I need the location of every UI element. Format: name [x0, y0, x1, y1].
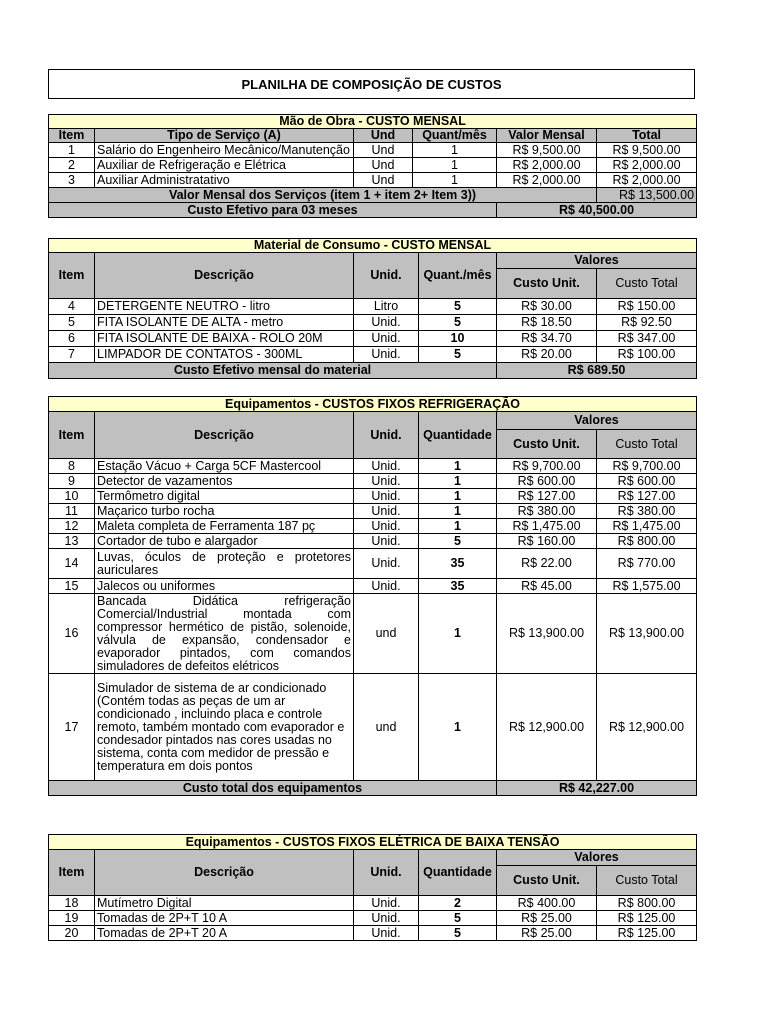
cell-desc: DETERGENTE NEUTRO - litro [95, 299, 354, 315]
cell-und: Unid. [354, 579, 419, 594]
cell-total: R$ 9,700.00 [597, 459, 697, 474]
col-unid: Unid. [354, 412, 419, 459]
cell-unit: R$ 25.00 [497, 911, 597, 926]
cell-qty: 5 [419, 315, 497, 331]
cell-qty: 1 [419, 504, 497, 519]
labor-effective-label: Custo Efetivo para 03 meses [49, 203, 497, 218]
cell-qty: 5 [419, 534, 497, 549]
cell-item: 1 [49, 143, 95, 158]
cell-desc: Bancada Didática refrigeração Comercial/Industrial montada com compressor hermético de pistão, solenoide, válvula de expansão, condensador e evaporador pintados, com comandos simuladores de defeitos elétricos [95, 594, 354, 674]
cell-desc: Tomadas de 2P+T 10 A [95, 911, 354, 926]
cell-qty: 10 [419, 331, 497, 347]
cell-item: 10 [49, 489, 95, 504]
table-row [49, 143, 697, 158]
cell-desc: Tomadas de 2P+T 20 A [95, 926, 354, 941]
table-row [49, 594, 697, 674]
cell-und: Und [354, 143, 413, 158]
cell-unit: R$ 18.50 [497, 315, 597, 331]
col-und: Und [354, 129, 413, 143]
col-description: Descrição [95, 850, 354, 896]
cell-qty: 5 [419, 926, 497, 941]
electric-header: Equipamentos - CUSTOS FIXOS ELÉTRICA DE BAIXA TENSÃO [49, 835, 697, 850]
cell-item: 17 [49, 674, 95, 781]
cell-item: 7 [49, 347, 95, 363]
table-row [49, 911, 697, 926]
cell-qty: 35 [419, 579, 497, 594]
cell-unit: R$ 380.00 [497, 504, 597, 519]
cell-unit: R$ 13,900.00 [497, 594, 597, 674]
cell-und: Litro [354, 299, 419, 315]
table-row [49, 504, 697, 519]
material-sum-label: Custo Efetivo mensal do material [49, 363, 497, 379]
cell-desc: Luvas, óculos de proteção e protetores auriculares [95, 549, 354, 579]
cell-total: R$ 800.00 [597, 896, 697, 911]
col-unit-cost: Custo Unit. [497, 430, 597, 459]
table-row [49, 926, 697, 941]
cell-qty: 5 [419, 299, 497, 315]
cell-unit: R$ 34.70 [497, 331, 597, 347]
col-values: Valores [497, 253, 697, 269]
col-monthly-value: Valor Mensal [497, 129, 597, 143]
cell-unit: R$ 9,700.00 [497, 459, 597, 474]
cell-unit: R$ 12,900.00 [497, 674, 597, 781]
cell-unit: R$ 2,000.00 [497, 158, 597, 173]
col-item: Item [49, 412, 95, 459]
cell-und: Unid. [354, 911, 419, 926]
col-service-type: Tipo de Serviço (A) [95, 129, 354, 143]
cell-unit: R$ 400.00 [497, 896, 597, 911]
cell-desc: Auxiliar de Refrigeração e Elétrica [95, 158, 354, 173]
col-description: Descrição [95, 253, 354, 299]
cell-total: R$ 2,000.00 [597, 158, 697, 173]
cell-desc: Jalecos ou uniformes [95, 579, 354, 594]
cell-item: 13 [49, 534, 95, 549]
labor-table [48, 114, 697, 218]
cell-item: 19 [49, 911, 95, 926]
cell-qty: 1 [413, 173, 497, 188]
cell-unit: R$ 30.00 [497, 299, 597, 315]
cell-unit: R$ 160.00 [497, 534, 597, 549]
table-row [49, 173, 697, 188]
col-qty: Quantidade [419, 850, 497, 896]
table-row [49, 896, 697, 911]
cell-total: R$ 9,500.00 [597, 143, 697, 158]
cell-und: Unid. [354, 534, 419, 549]
cell-unit: R$ 25.00 [497, 926, 597, 941]
table-row [49, 331, 697, 347]
col-unit-cost: Custo Unit. [497, 866, 597, 896]
labor-sum-value: R$ 13,500.00 [597, 188, 697, 203]
cell-unit: R$ 1,475.00 [497, 519, 597, 534]
page-title: PLANILHA DE COMPOSIÇÃO DE CUSTOS [241, 76, 502, 92]
cell-item: 12 [49, 519, 95, 534]
cell-item: 18 [49, 896, 95, 911]
table-row [49, 459, 697, 474]
cell-total: R$ 600.00 [597, 474, 697, 489]
refrig-header: Equipamentos - CUSTOS FIXOS REFRIGERAÇÃO [49, 397, 697, 412]
col-qty: Quant./mês [419, 253, 497, 299]
cell-desc: FITA ISOLANTE DE BAIXA - ROLO 20M [95, 331, 354, 347]
cell-und: und [354, 594, 419, 674]
cell-total: R$ 125.00 [597, 926, 697, 941]
col-unid: Unid. [354, 850, 419, 896]
cell-item: 20 [49, 926, 95, 941]
cell-total: R$ 13,900.00 [597, 594, 697, 674]
cell-qty: 1 [419, 594, 497, 674]
col-unid: Unid. [354, 253, 419, 299]
col-qty: Quantidade [419, 412, 497, 459]
cell-item: 16 [49, 594, 95, 674]
cell-qty: 5 [419, 347, 497, 363]
table-row [49, 534, 697, 549]
cell-qty: 2 [419, 896, 497, 911]
refrig-sum-label: Custo total dos equipamentos [49, 781, 497, 796]
table-row [49, 519, 697, 534]
cell-und: Unid. [354, 519, 419, 534]
table-row [49, 579, 697, 594]
cell-total: R$ 770.00 [597, 549, 697, 579]
table-row [49, 158, 697, 173]
cell-item: 2 [49, 158, 95, 173]
labor-effective-value: R$ 40,500.00 [497, 203, 697, 218]
cell-qty: 1 [413, 143, 497, 158]
col-values: Valores [497, 850, 697, 866]
cell-und: Unid. [354, 347, 419, 363]
cell-und: und [354, 674, 419, 781]
cell-und: Unid. [354, 459, 419, 474]
cell-und: Unid. [354, 489, 419, 504]
table-row [49, 549, 697, 579]
cell-desc: Termômetro digital [95, 489, 354, 504]
cell-und: Unid. [354, 896, 419, 911]
cell-qty: 1 [419, 474, 497, 489]
cell-und: Unid. [354, 331, 419, 347]
cell-total: R$ 127.00 [597, 489, 697, 504]
cell-desc: Detector de vazamentos [95, 474, 354, 489]
cell-qty: 5 [419, 911, 497, 926]
cell-desc: LIMPADOR DE CONTATOS - 300ML [95, 347, 354, 363]
table-row [49, 674, 697, 781]
cell-item: 11 [49, 504, 95, 519]
cell-item: 15 [49, 579, 95, 594]
cell-qty: 1 [413, 158, 497, 173]
cell-desc: Mutímetro Digital [95, 896, 354, 911]
table-row [49, 315, 697, 331]
cell-desc: Estação Vácuo + Carga 5CF Mastercool [95, 459, 354, 474]
col-item: Item [49, 129, 95, 143]
cell-total: R$ 100.00 [597, 347, 697, 363]
page-title-box [48, 69, 695, 99]
cell-desc: Auxiliar Administratativo [95, 173, 354, 188]
cell-desc: Maçarico turbo rocha [95, 504, 354, 519]
cell-item: 5 [49, 315, 95, 331]
col-values: Valores [497, 412, 697, 430]
refrig-sum-value: R$ 42,227.00 [497, 781, 697, 796]
cell-total: R$ 1,475.00 [597, 519, 697, 534]
material-header: Material de Consumo - CUSTO MENSAL [49, 239, 697, 253]
cell-und: Unid. [354, 926, 419, 941]
table-row [49, 489, 697, 504]
cell-total: R$ 125.00 [597, 911, 697, 926]
cell-item: 6 [49, 331, 95, 347]
col-total: Total [597, 129, 697, 143]
cell-total: R$ 150.00 [597, 299, 697, 315]
cell-total: R$ 347.00 [597, 331, 697, 347]
labor-sum-label: Valor Mensal dos Serviços (item 1 + item 2+ Item 3)) [49, 188, 597, 203]
cell-desc: Salário do Engenheiro Mecânico/Manutenção [95, 143, 354, 158]
material-table [48, 238, 697, 379]
cell-total: R$ 2,000.00 [597, 173, 697, 188]
cell-qty: 1 [419, 459, 497, 474]
cell-qty: 1 [419, 489, 497, 504]
cell-desc: Simulador de sistema de ar condicionado (Contém todas as peças de um ar condicionado , incluindo placa e controle remoto, também montado com evaporador e condesador pintados nas cores usadas no sistema, conta com medidor de pressão e temperatura em dois pontos [95, 674, 354, 781]
cell-item: 9 [49, 474, 95, 489]
cell-item: 8 [49, 459, 95, 474]
material-sum-value: R$ 689.50 [497, 363, 697, 379]
cell-qty: 1 [419, 519, 497, 534]
cell-unit: R$ 127.00 [497, 489, 597, 504]
col-item: Item [49, 253, 95, 299]
electric-table [48, 834, 697, 941]
cell-und: Unid. [354, 504, 419, 519]
col-description: Descrição [95, 412, 354, 459]
cell-und: Und [354, 158, 413, 173]
cell-unit: R$ 22.00 [497, 549, 597, 579]
cell-qty: 1 [419, 674, 497, 781]
labor-header: Mão de Obra - CUSTO MENSAL [49, 115, 697, 129]
refrig-table [48, 396, 697, 796]
col-qty: Quant/mês [413, 129, 497, 143]
table-row [49, 347, 697, 363]
cell-unit: R$ 9,500.00 [497, 143, 597, 158]
cell-item: 4 [49, 299, 95, 315]
cell-total: R$ 380.00 [597, 504, 697, 519]
col-unit-cost: Custo Unit. [497, 269, 597, 299]
cell-unit: R$ 600.00 [497, 474, 597, 489]
cell-total: R$ 800.00 [597, 534, 697, 549]
table-row [49, 299, 697, 315]
cell-total: R$ 12,900.00 [597, 674, 697, 781]
col-total-cost: Custo Total [597, 430, 697, 459]
cell-qty: 35 [419, 549, 497, 579]
cell-und: Unid. [354, 315, 419, 331]
cell-desc: FITA ISOLANTE DE ALTA - metro [95, 315, 354, 331]
cell-und: Unid. [354, 549, 419, 579]
table-row [49, 474, 697, 489]
cell-total: R$ 92.50 [597, 315, 697, 331]
col-item: Item [49, 850, 95, 896]
cell-desc: Maleta completa de Ferramenta 187 pç [95, 519, 354, 534]
col-total-cost: Custo Total [597, 866, 697, 896]
cell-unit: R$ 45.00 [497, 579, 597, 594]
cell-item: 3 [49, 173, 95, 188]
cell-desc: Cortador de tubo e alargador [95, 534, 354, 549]
cell-unit: R$ 20.00 [497, 347, 597, 363]
cell-total: R$ 1,575.00 [597, 579, 697, 594]
cell-und: Unid. [354, 474, 419, 489]
col-total-cost: Custo Total [597, 269, 697, 299]
cell-und: Und [354, 173, 413, 188]
cell-item: 14 [49, 549, 95, 579]
cell-unit: R$ 2,000.00 [497, 173, 597, 188]
